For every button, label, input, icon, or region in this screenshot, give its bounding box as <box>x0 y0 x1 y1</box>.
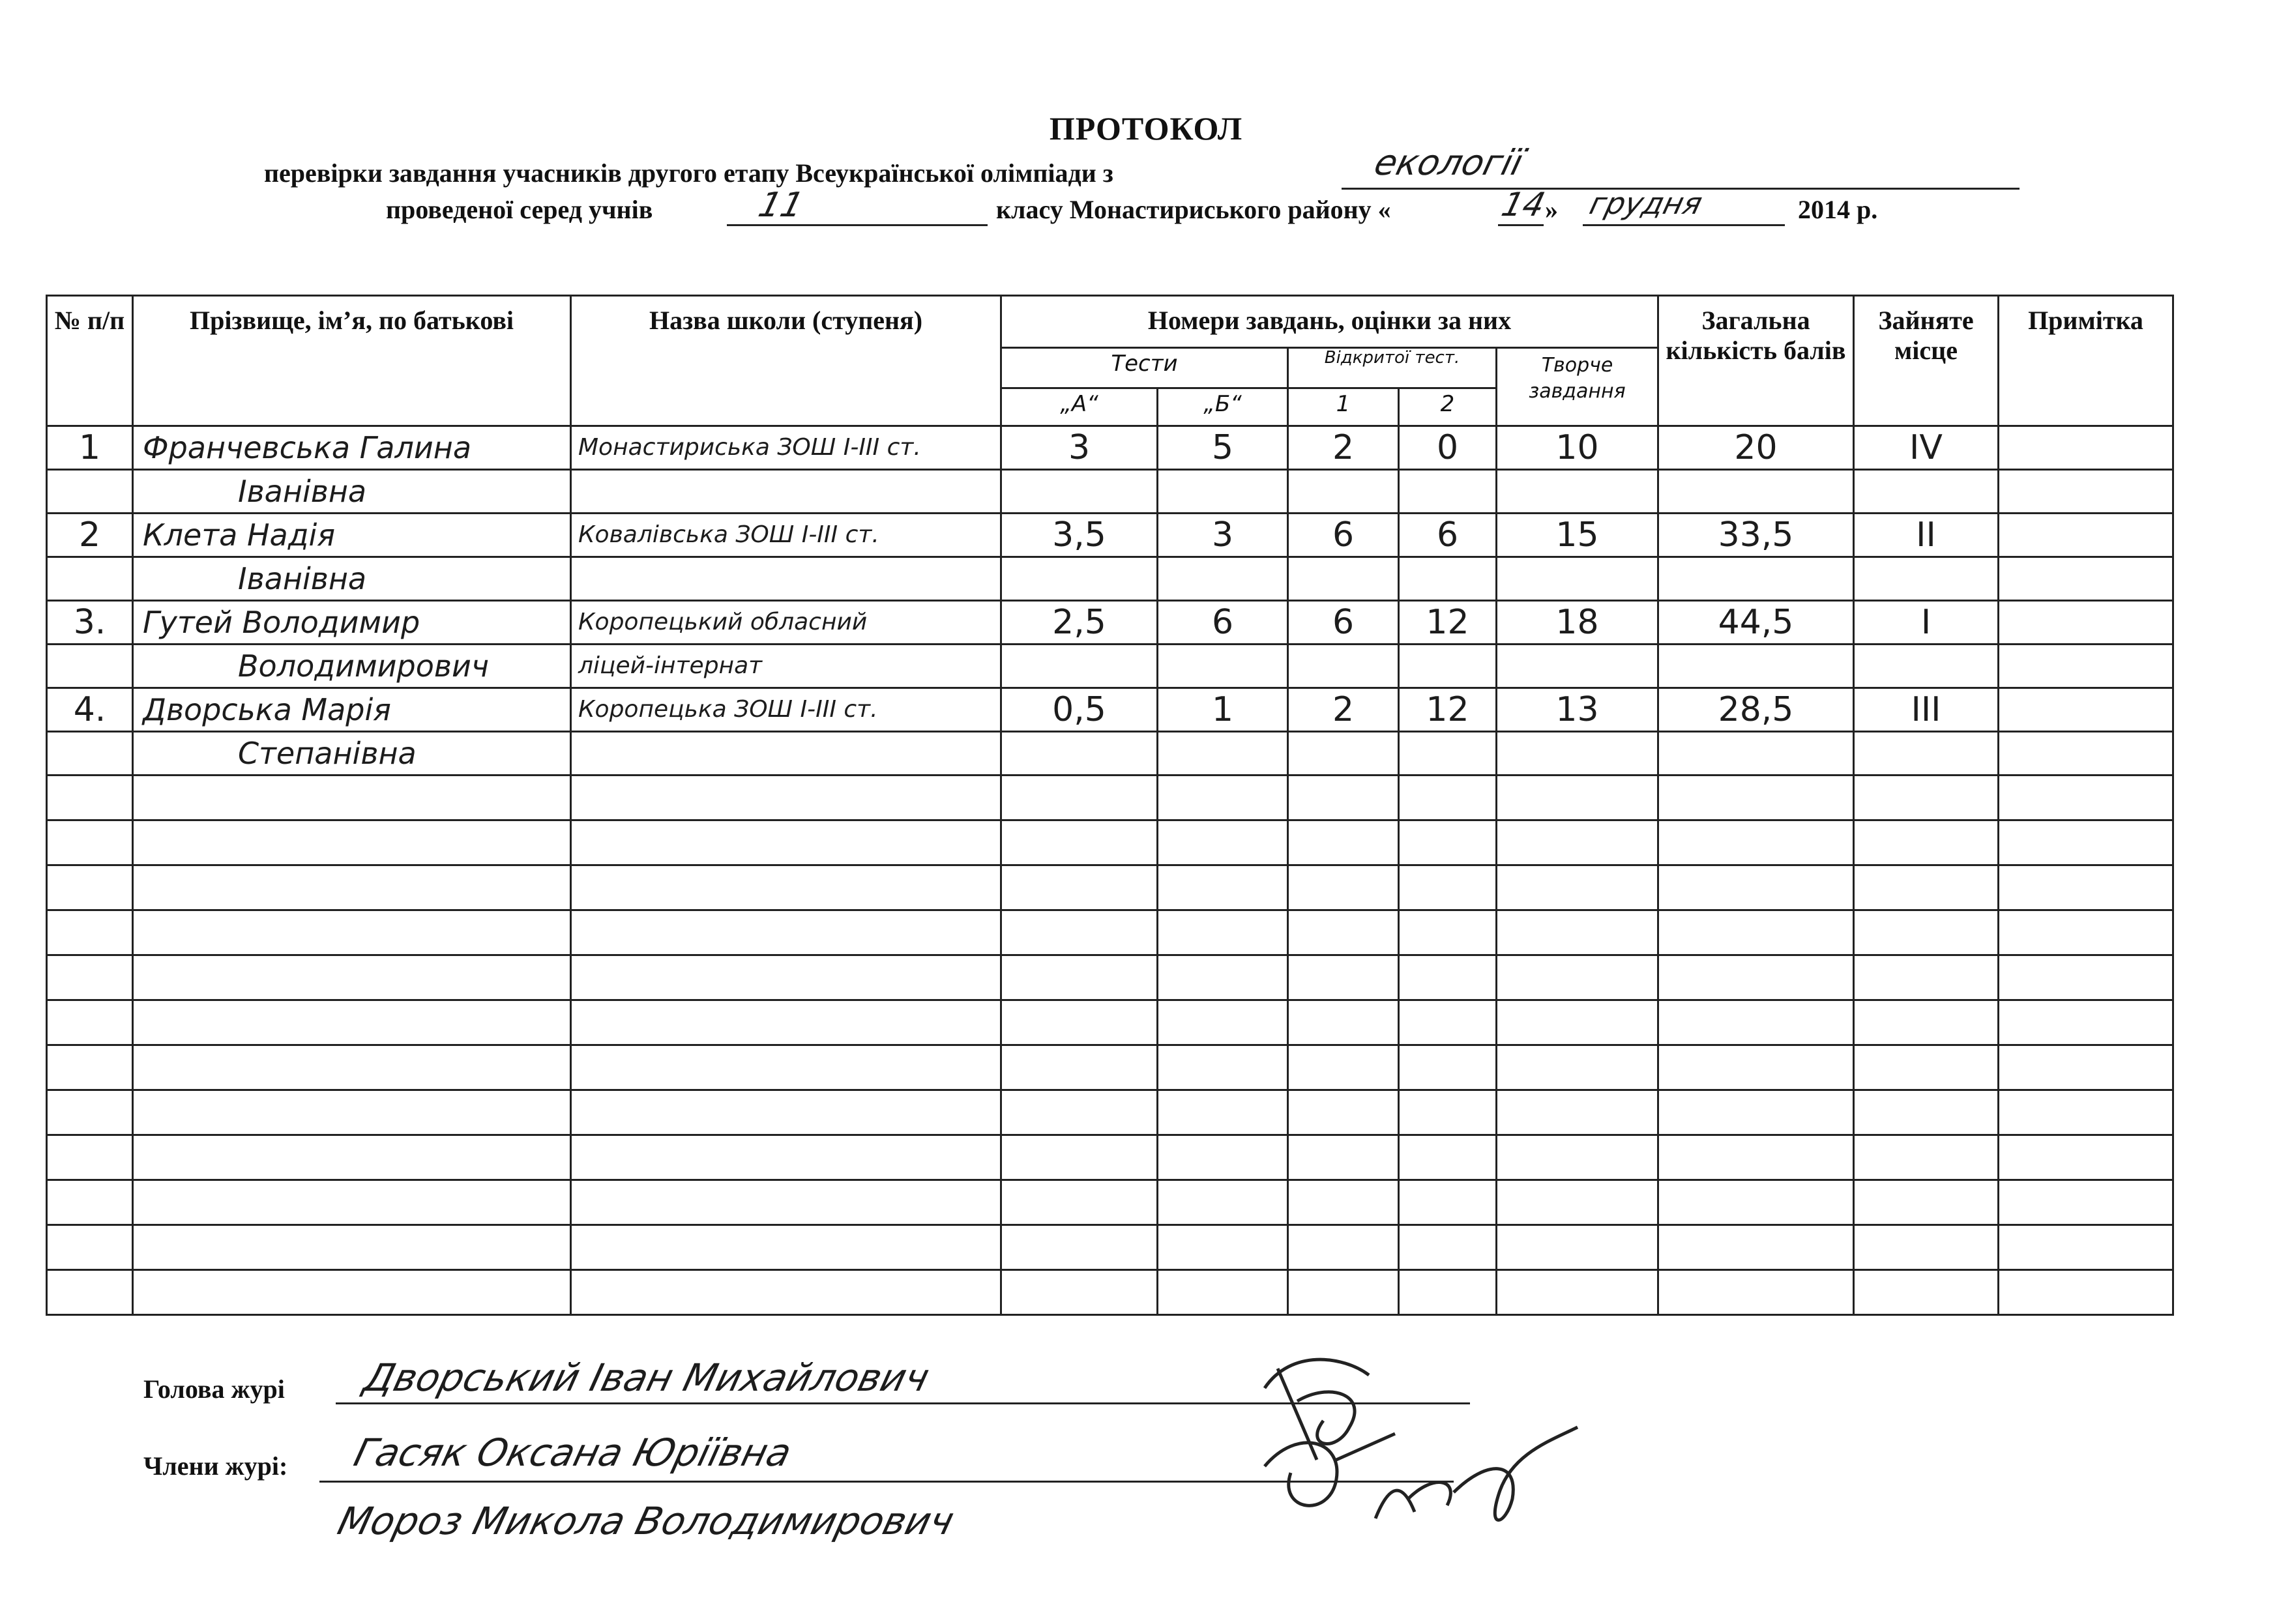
empty-cell <box>1999 820 2173 865</box>
empty-cell <box>1854 1270 1999 1315</box>
empty-cell <box>1497 776 1658 820</box>
header-line-2-prefix: проведеної серед учнів <box>386 195 653 224</box>
empty-cell <box>133 1090 571 1135</box>
row-empty <box>1658 470 1854 514</box>
empty-cell <box>1658 865 1854 910</box>
row-score-a: 3,5 <box>1001 514 1158 557</box>
row-num-cont <box>47 732 133 776</box>
empty-cell <box>133 955 571 1000</box>
empty-cell <box>1158 955 1288 1000</box>
row-empty <box>1658 645 1854 688</box>
empty-row <box>47 1135 2173 1180</box>
empty-cell <box>1158 1135 1288 1180</box>
empty-cell <box>1999 865 2173 910</box>
empty-cell <box>1001 910 1158 955</box>
empty-cell <box>1854 1045 1999 1090</box>
header-line-1-text: перевірки завдання учасників другого етапу Всеукраїнської олімпіади з <box>264 158 1113 188</box>
row-school: Коропецький обласний <box>571 601 1001 645</box>
empty-cell <box>1497 1135 1658 1180</box>
row-total: 28,5 <box>1658 688 1854 732</box>
empty-cell <box>133 1270 571 1315</box>
row-school-cont <box>571 470 1001 514</box>
row-score-b: 6 <box>1158 601 1288 645</box>
empty-cell <box>1399 1225 1497 1270</box>
empty-cell <box>133 1180 571 1225</box>
row-score-open-2: 12 <box>1399 688 1497 732</box>
row-empty <box>1158 470 1288 514</box>
header-school: Назва школи (ступеня) <box>571 296 1001 426</box>
empty-row <box>47 865 2173 910</box>
empty-cell <box>571 910 1001 955</box>
empty-cell <box>1399 955 1497 1000</box>
empty-cell <box>571 1045 1001 1090</box>
row-place: IV <box>1854 426 1999 470</box>
empty-cell <box>47 1045 133 1090</box>
row-score-a: 3 <box>1001 426 1158 470</box>
empty-cell <box>1399 776 1497 820</box>
empty-cell <box>1288 1135 1399 1180</box>
empty-cell <box>1999 1225 2173 1270</box>
row-num: 1 <box>47 426 133 470</box>
row-place: II <box>1854 514 1999 557</box>
empty-cell <box>1001 776 1158 820</box>
member-2-name: Мороз Микола Володимирович <box>333 1499 959 1543</box>
empty-cell <box>1288 865 1399 910</box>
empty-row <box>47 820 2173 865</box>
empty-cell <box>133 1225 571 1270</box>
row-note <box>1999 514 2173 557</box>
empty-cell <box>133 776 571 820</box>
empty-cell <box>1399 1270 1497 1315</box>
empty-cell <box>1399 865 1497 910</box>
subject-value: екології <box>1370 142 1527 183</box>
empty-cell <box>571 865 1001 910</box>
empty-cell <box>1001 1000 1158 1045</box>
quote-close: » <box>1545 195 1558 224</box>
empty-cell <box>1001 1045 1158 1090</box>
empty-cell <box>571 820 1001 865</box>
empty-cell <box>571 1225 1001 1270</box>
row-empty <box>1497 557 1658 601</box>
header-num: № п/п <box>47 296 133 426</box>
row-empty <box>1399 557 1497 601</box>
row-name-cont: Степанівна <box>133 732 571 776</box>
header-total: Загальна кількість балів <box>1658 296 1854 426</box>
row-empty <box>1399 645 1497 688</box>
empty-cell <box>1999 1270 2173 1315</box>
empty-cell <box>1497 1090 1658 1135</box>
empty-row <box>47 1000 2173 1045</box>
table-row <box>47 514 2173 557</box>
row-name: Гутей Володимир <box>133 601 571 645</box>
row-empty <box>1497 470 1658 514</box>
row-school: Ковалівська ЗОШ І-ІІІ ст. <box>571 514 1001 557</box>
row-num: 4. <box>47 688 133 732</box>
empty-row <box>47 955 2173 1000</box>
row-empty <box>1999 645 2173 688</box>
row-num-cont <box>47 557 133 601</box>
row-empty <box>1999 557 2173 601</box>
empty-cell <box>1399 1180 1497 1225</box>
row-score-b: 3 <box>1158 514 1288 557</box>
row-empty <box>1658 732 1854 776</box>
empty-cell <box>1399 1045 1497 1090</box>
empty-cell <box>1288 1225 1399 1270</box>
row-empty <box>1288 732 1399 776</box>
row-name-cont: Іванівна <box>133 557 571 601</box>
row-total: 44,5 <box>1658 601 1854 645</box>
empty-cell <box>1497 955 1658 1000</box>
empty-cell <box>1001 1090 1158 1135</box>
empty-cell <box>1001 1225 1158 1270</box>
empty-cell <box>1158 1045 1288 1090</box>
empty-cell <box>1999 910 2173 955</box>
row-place: III <box>1854 688 1999 732</box>
row-empty <box>1001 732 1158 776</box>
row-num: 3. <box>47 601 133 645</box>
empty-cell <box>1999 1180 2173 1225</box>
table-row-continuation <box>47 645 2173 688</box>
day-value: 14 <box>1497 186 1549 224</box>
empty-cell <box>1658 1135 1854 1180</box>
row-note <box>1999 601 2173 645</box>
empty-cell <box>1497 1225 1658 1270</box>
empty-cell <box>1854 1225 1999 1270</box>
empty-cell <box>133 1045 571 1090</box>
row-empty <box>1288 557 1399 601</box>
table-row-continuation <box>47 732 2173 776</box>
empty-cell <box>47 776 133 820</box>
row-school: Коропецька ЗОШ І-ІІІ ст. <box>571 688 1001 732</box>
row-name: Франчевська Галина <box>133 426 571 470</box>
empty-cell <box>1854 1180 1999 1225</box>
subheader-1: 1 <box>1288 388 1399 426</box>
row-empty <box>1658 557 1854 601</box>
members-label: Члени журі: <box>143 1451 288 1481</box>
empty-cell <box>1288 820 1399 865</box>
empty-cell <box>1158 820 1288 865</box>
row-score-open-2: 6 <box>1399 514 1497 557</box>
row-school-cont <box>571 732 1001 776</box>
row-total: 33,5 <box>1658 514 1854 557</box>
row-score-creative: 15 <box>1497 514 1658 557</box>
empty-cell <box>1399 1135 1497 1180</box>
empty-cell <box>1497 910 1658 955</box>
row-num-cont <box>47 645 133 688</box>
row-score-open-1: 6 <box>1288 601 1399 645</box>
row-name: Клета Надія <box>133 514 571 557</box>
document-title: ПРОТОКОЛ <box>1049 110 1243 147</box>
empty-cell <box>571 776 1001 820</box>
member-1-name: Гасяк Оксана Юріївна <box>349 1430 796 1475</box>
row-empty <box>1399 470 1497 514</box>
signature-scribbles <box>1239 1329 1682 1551</box>
row-empty <box>1158 645 1288 688</box>
empty-cell <box>1399 820 1497 865</box>
empty-cell <box>1001 1135 1158 1180</box>
header-note: Примітка <box>1999 296 2173 426</box>
empty-cell <box>1001 1180 1158 1225</box>
empty-cell <box>1497 1045 1658 1090</box>
subheader-a: „А“ <box>1001 388 1158 426</box>
row-note <box>1999 688 2173 732</box>
results-table <box>46 295 2174 1316</box>
empty-cell <box>1854 865 1999 910</box>
head-name: Дворський Іван Михайлович <box>359 1356 934 1400</box>
header-line-2-middle: класу Монастириського району « <box>996 195 1391 224</box>
empty-cell <box>1288 1000 1399 1045</box>
empty-cell <box>133 1135 571 1180</box>
empty-cell <box>1158 1270 1288 1315</box>
row-score-creative: 13 <box>1497 688 1658 732</box>
results-rows <box>47 426 2173 1315</box>
empty-cell <box>1158 1090 1288 1135</box>
empty-cell <box>1854 910 1999 955</box>
empty-cell <box>1001 820 1158 865</box>
empty-cell <box>1999 1135 2173 1180</box>
empty-cell <box>47 910 133 955</box>
row-score-open-2: 0 <box>1399 426 1497 470</box>
empty-row <box>47 1270 2173 1315</box>
empty-cell <box>1158 1000 1288 1045</box>
empty-cell <box>1999 1090 2173 1135</box>
row-empty <box>1001 557 1158 601</box>
empty-cell <box>1001 865 1158 910</box>
empty-cell <box>1999 1000 2173 1045</box>
empty-cell <box>1158 776 1288 820</box>
empty-cell <box>1497 865 1658 910</box>
row-score-creative: 18 <box>1497 601 1658 645</box>
empty-cell <box>1658 1225 1854 1270</box>
empty-cell <box>1999 1045 2173 1090</box>
row-empty <box>1854 470 1999 514</box>
empty-cell <box>1854 1000 1999 1045</box>
row-empty <box>1999 470 2173 514</box>
empty-cell <box>133 1000 571 1045</box>
row-score-b: 1 <box>1158 688 1288 732</box>
row-score-open-1: 2 <box>1288 426 1399 470</box>
subheader-open: Відкритої тест. <box>1288 348 1497 388</box>
empty-cell <box>47 820 133 865</box>
empty-row <box>47 1180 2173 1225</box>
empty-cell <box>47 1270 133 1315</box>
empty-row <box>47 1090 2173 1135</box>
row-note <box>1999 426 2173 470</box>
empty-cell <box>47 1135 133 1180</box>
grade-value: 11 <box>754 186 808 225</box>
empty-cell <box>47 1000 133 1045</box>
empty-cell <box>47 1225 133 1270</box>
empty-cell <box>1001 955 1158 1000</box>
empty-cell <box>1854 1090 1999 1135</box>
year-text: 2014 р. <box>1798 195 1878 224</box>
row-empty <box>1854 732 1999 776</box>
empty-cell <box>1158 865 1288 910</box>
empty-row <box>47 1225 2173 1270</box>
row-empty <box>1001 645 1158 688</box>
table-row <box>47 688 2173 732</box>
row-score-a: 2,5 <box>1001 601 1158 645</box>
table-row-continuation <box>47 557 2173 601</box>
empty-cell <box>1158 1225 1288 1270</box>
row-empty <box>1001 470 1158 514</box>
row-score-open-1: 2 <box>1288 688 1399 732</box>
row-empty <box>1288 645 1399 688</box>
header-place: Зайняте місце <box>1854 296 1999 426</box>
row-score-b: 5 <box>1158 426 1288 470</box>
empty-cell <box>1288 776 1399 820</box>
empty-cell <box>1658 955 1854 1000</box>
empty-cell <box>571 1180 1001 1225</box>
empty-cell <box>1288 1270 1399 1315</box>
row-empty <box>1854 645 1999 688</box>
row-score-open-2: 12 <box>1399 601 1497 645</box>
empty-cell <box>133 820 571 865</box>
empty-cell <box>1399 1000 1497 1045</box>
table-row <box>47 601 2173 645</box>
table-row-continuation <box>47 470 2173 514</box>
empty-cell <box>1658 910 1854 955</box>
row-empty <box>1497 645 1658 688</box>
empty-cell <box>1497 1000 1658 1045</box>
head-label: Голова журі <box>143 1374 285 1404</box>
empty-cell <box>1497 1270 1658 1315</box>
empty-row <box>47 910 2173 955</box>
subheader-2: 2 <box>1399 388 1497 426</box>
empty-row <box>47 776 2173 820</box>
row-score-creative: 10 <box>1497 426 1658 470</box>
empty-cell <box>571 1090 1001 1135</box>
empty-cell <box>1658 1180 1854 1225</box>
empty-cell <box>1497 820 1658 865</box>
empty-cell <box>47 865 133 910</box>
empty-cell <box>1288 1045 1399 1090</box>
empty-cell <box>1854 1135 1999 1180</box>
empty-cell <box>1999 776 2173 820</box>
empty-cell <box>1399 910 1497 955</box>
row-empty <box>1854 557 1999 601</box>
empty-cell <box>571 1135 1001 1180</box>
row-score-a: 0,5 <box>1001 688 1158 732</box>
empty-cell <box>1158 1180 1288 1225</box>
row-name-cont: Володимирович <box>133 645 571 688</box>
empty-cell <box>47 1180 133 1225</box>
empty-cell <box>1399 1090 1497 1135</box>
row-empty <box>1288 470 1399 514</box>
row-empty <box>1158 557 1288 601</box>
empty-cell <box>1288 910 1399 955</box>
empty-cell <box>1658 1000 1854 1045</box>
row-total: 20 <box>1658 426 1854 470</box>
empty-cell <box>47 1090 133 1135</box>
empty-cell <box>1658 1270 1854 1315</box>
row-score-open-1: 6 <box>1288 514 1399 557</box>
empty-cell <box>133 910 571 955</box>
empty-cell <box>1999 955 2173 1000</box>
header-name: Прізвище, ім’я, по батькові <box>133 296 571 426</box>
row-school: Монастириська ЗОШ І-ІІІ ст. <box>571 426 1001 470</box>
header-line-1 <box>264 158 1113 188</box>
row-empty <box>1497 732 1658 776</box>
row-num: 2 <box>47 514 133 557</box>
row-school-cont <box>571 557 1001 601</box>
row-empty <box>1158 732 1288 776</box>
empty-cell <box>1854 955 1999 1000</box>
empty-cell <box>1288 1090 1399 1135</box>
empty-cell <box>1158 910 1288 955</box>
row-empty <box>1999 732 2173 776</box>
row-empty <box>1399 732 1497 776</box>
empty-cell <box>1854 820 1999 865</box>
empty-cell <box>571 1270 1001 1315</box>
empty-cell <box>571 1000 1001 1045</box>
empty-cell <box>133 865 571 910</box>
row-name-cont: Іванівна <box>133 470 571 514</box>
empty-row <box>47 1045 2173 1090</box>
empty-cell <box>1658 1045 1854 1090</box>
row-school-cont: ліцей-інтернат <box>571 645 1001 688</box>
header-tasks: Номери завдань, оцінки за них <box>1001 296 1658 348</box>
empty-cell <box>1001 1270 1158 1315</box>
empty-cell <box>47 955 133 1000</box>
table-row <box>47 426 2173 470</box>
month-value: грудня <box>1586 186 1706 221</box>
empty-cell <box>1288 1180 1399 1225</box>
row-name: Дворська Марія <box>133 688 571 732</box>
empty-cell <box>571 955 1001 1000</box>
empty-cell <box>1658 1090 1854 1135</box>
empty-cell <box>1658 820 1854 865</box>
subheader-b: „Б“ <box>1158 388 1288 426</box>
empty-cell <box>1658 776 1854 820</box>
empty-cell <box>1288 955 1399 1000</box>
empty-cell <box>1497 1180 1658 1225</box>
row-place: I <box>1854 601 1999 645</box>
empty-cell <box>1854 776 1999 820</box>
subheader-creative: Творче завдання <box>1497 348 1658 426</box>
row-num-cont <box>47 470 133 514</box>
subheader-tests: Тести <box>1001 348 1288 388</box>
